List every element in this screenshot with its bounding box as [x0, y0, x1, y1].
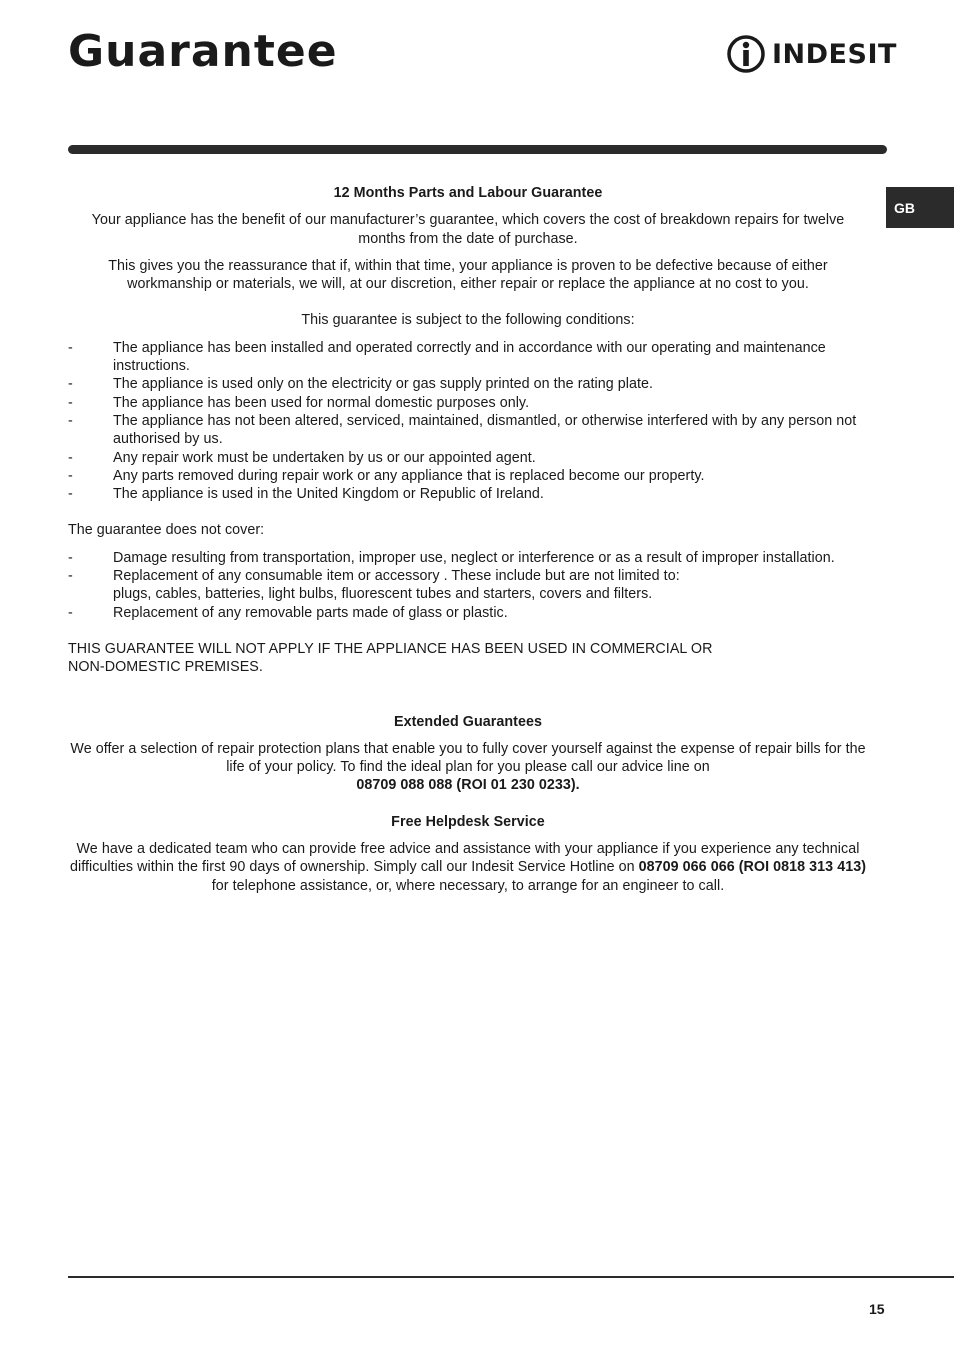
list-item: - Replacement of any removable parts made of glass or plastic.	[68, 604, 508, 621]
guarantee-intro-2: This gives you the reassurance that if, within that time, your appliance is proven to be defective because of either workmanship or materials, we will, at our discretion, either repair or replace the appliance at no cost to you.	[108, 257, 828, 293]
guarantee-intro-1: Your appliance has the benefit of our manufacturer’s guarantee, which covers the cost of breakdown repairs for twelve months from the date of purchase.	[91, 212, 845, 247]
helpdesk-text: We have a dedicated team who can provide free advice and assistance with your appliance if you experience any technical difficulties within the first 90 days of ownership. Simply call our Indesit Service Hotline on 08709 066 066 (ROI 0818 313 413) for telephone assistance, or, where necessary, to arrange for an engineer to call.	[69, 841, 867, 894]
section-heading-extended: Extended Guarantees	[394, 713, 542, 730]
language-tab: GB	[886, 187, 954, 228]
brand-name: INDESIT	[772, 38, 897, 70]
list-item: - Any parts removed during repair work or any appliance that is replaced become our property.	[68, 467, 705, 484]
not-cover-list	[68, 549, 868, 622]
commercial-notice: THIS GUARANTEE WILL NOT APPLY IF THE APPLIANCE HAS BEEN USED IN COMMERCIAL OR NON-DOMESTIC PREMISES.	[68, 640, 713, 676]
extended-phone: 08709 088 088 (ROI 01 230 0233).	[356, 777, 580, 794]
list-item: - The appliance has not been altered, serviced, maintained, dismantled, or otherwise interfered with by any person not authorised by us.	[68, 412, 857, 448]
helpdesk-phone: 08709 066 066 (ROI 0818 313 413)	[638, 859, 867, 876]
extended-text: We offer a selection of repair protection plans that enable you to fully cover yourself against the expense of repair bills for the life of your policy. To find the ideal plan for you please call our advice line on	[70, 740, 866, 776]
section-heading-helpdesk: Free Helpdesk Service	[391, 813, 545, 830]
conditions-intro: This guarantee is subject to the following conditions:	[301, 312, 635, 329]
list-item: - Damage resulting from transportation, improper use, neglect or interference or as a result of improper installation.	[68, 549, 835, 566]
indesit-logo-icon	[726, 34, 768, 74]
not-cover-intro: The guarantee does not cover:	[68, 522, 265, 539]
footer-divider	[68, 1276, 954, 1278]
page-number: 15	[869, 1301, 885, 1317]
list-item: - Any repair work must be undertaken by us or our appointed agent.	[68, 449, 536, 466]
brand-logo	[726, 34, 897, 74]
section-heading-guarantee: 12 Months Parts and Labour Guarantee	[333, 185, 603, 201]
list-item: - Replacement of any consumable item or accessory . These include but are not limited to: plugs, cables, batteries, light bulbs, fluorescent tubes and starters, covers and filters.	[68, 568, 680, 603]
page-title: Guarantee	[68, 26, 338, 77]
list-item: - The appliance has been used for normal domestic purposes only.	[68, 394, 530, 411]
conditions-list	[68, 339, 868, 504]
list-item: - The appliance is used only on the electricity or gas supply printed on the rating plate.	[68, 376, 654, 393]
header-divider	[68, 145, 887, 154]
list-item: - The appliance is used in the United Kingdom or Republic of Ireland.	[68, 486, 544, 503]
guarantee-content	[68, 184, 868, 895]
not-cover-detail: plugs, cables, batteries, light bulbs, fluorescent tubes and starters, covers and filters.	[113, 586, 653, 603]
list-item: - The appliance has been installed and operated correctly and in accordance with our operating and maintenance instructions.	[68, 339, 826, 375]
